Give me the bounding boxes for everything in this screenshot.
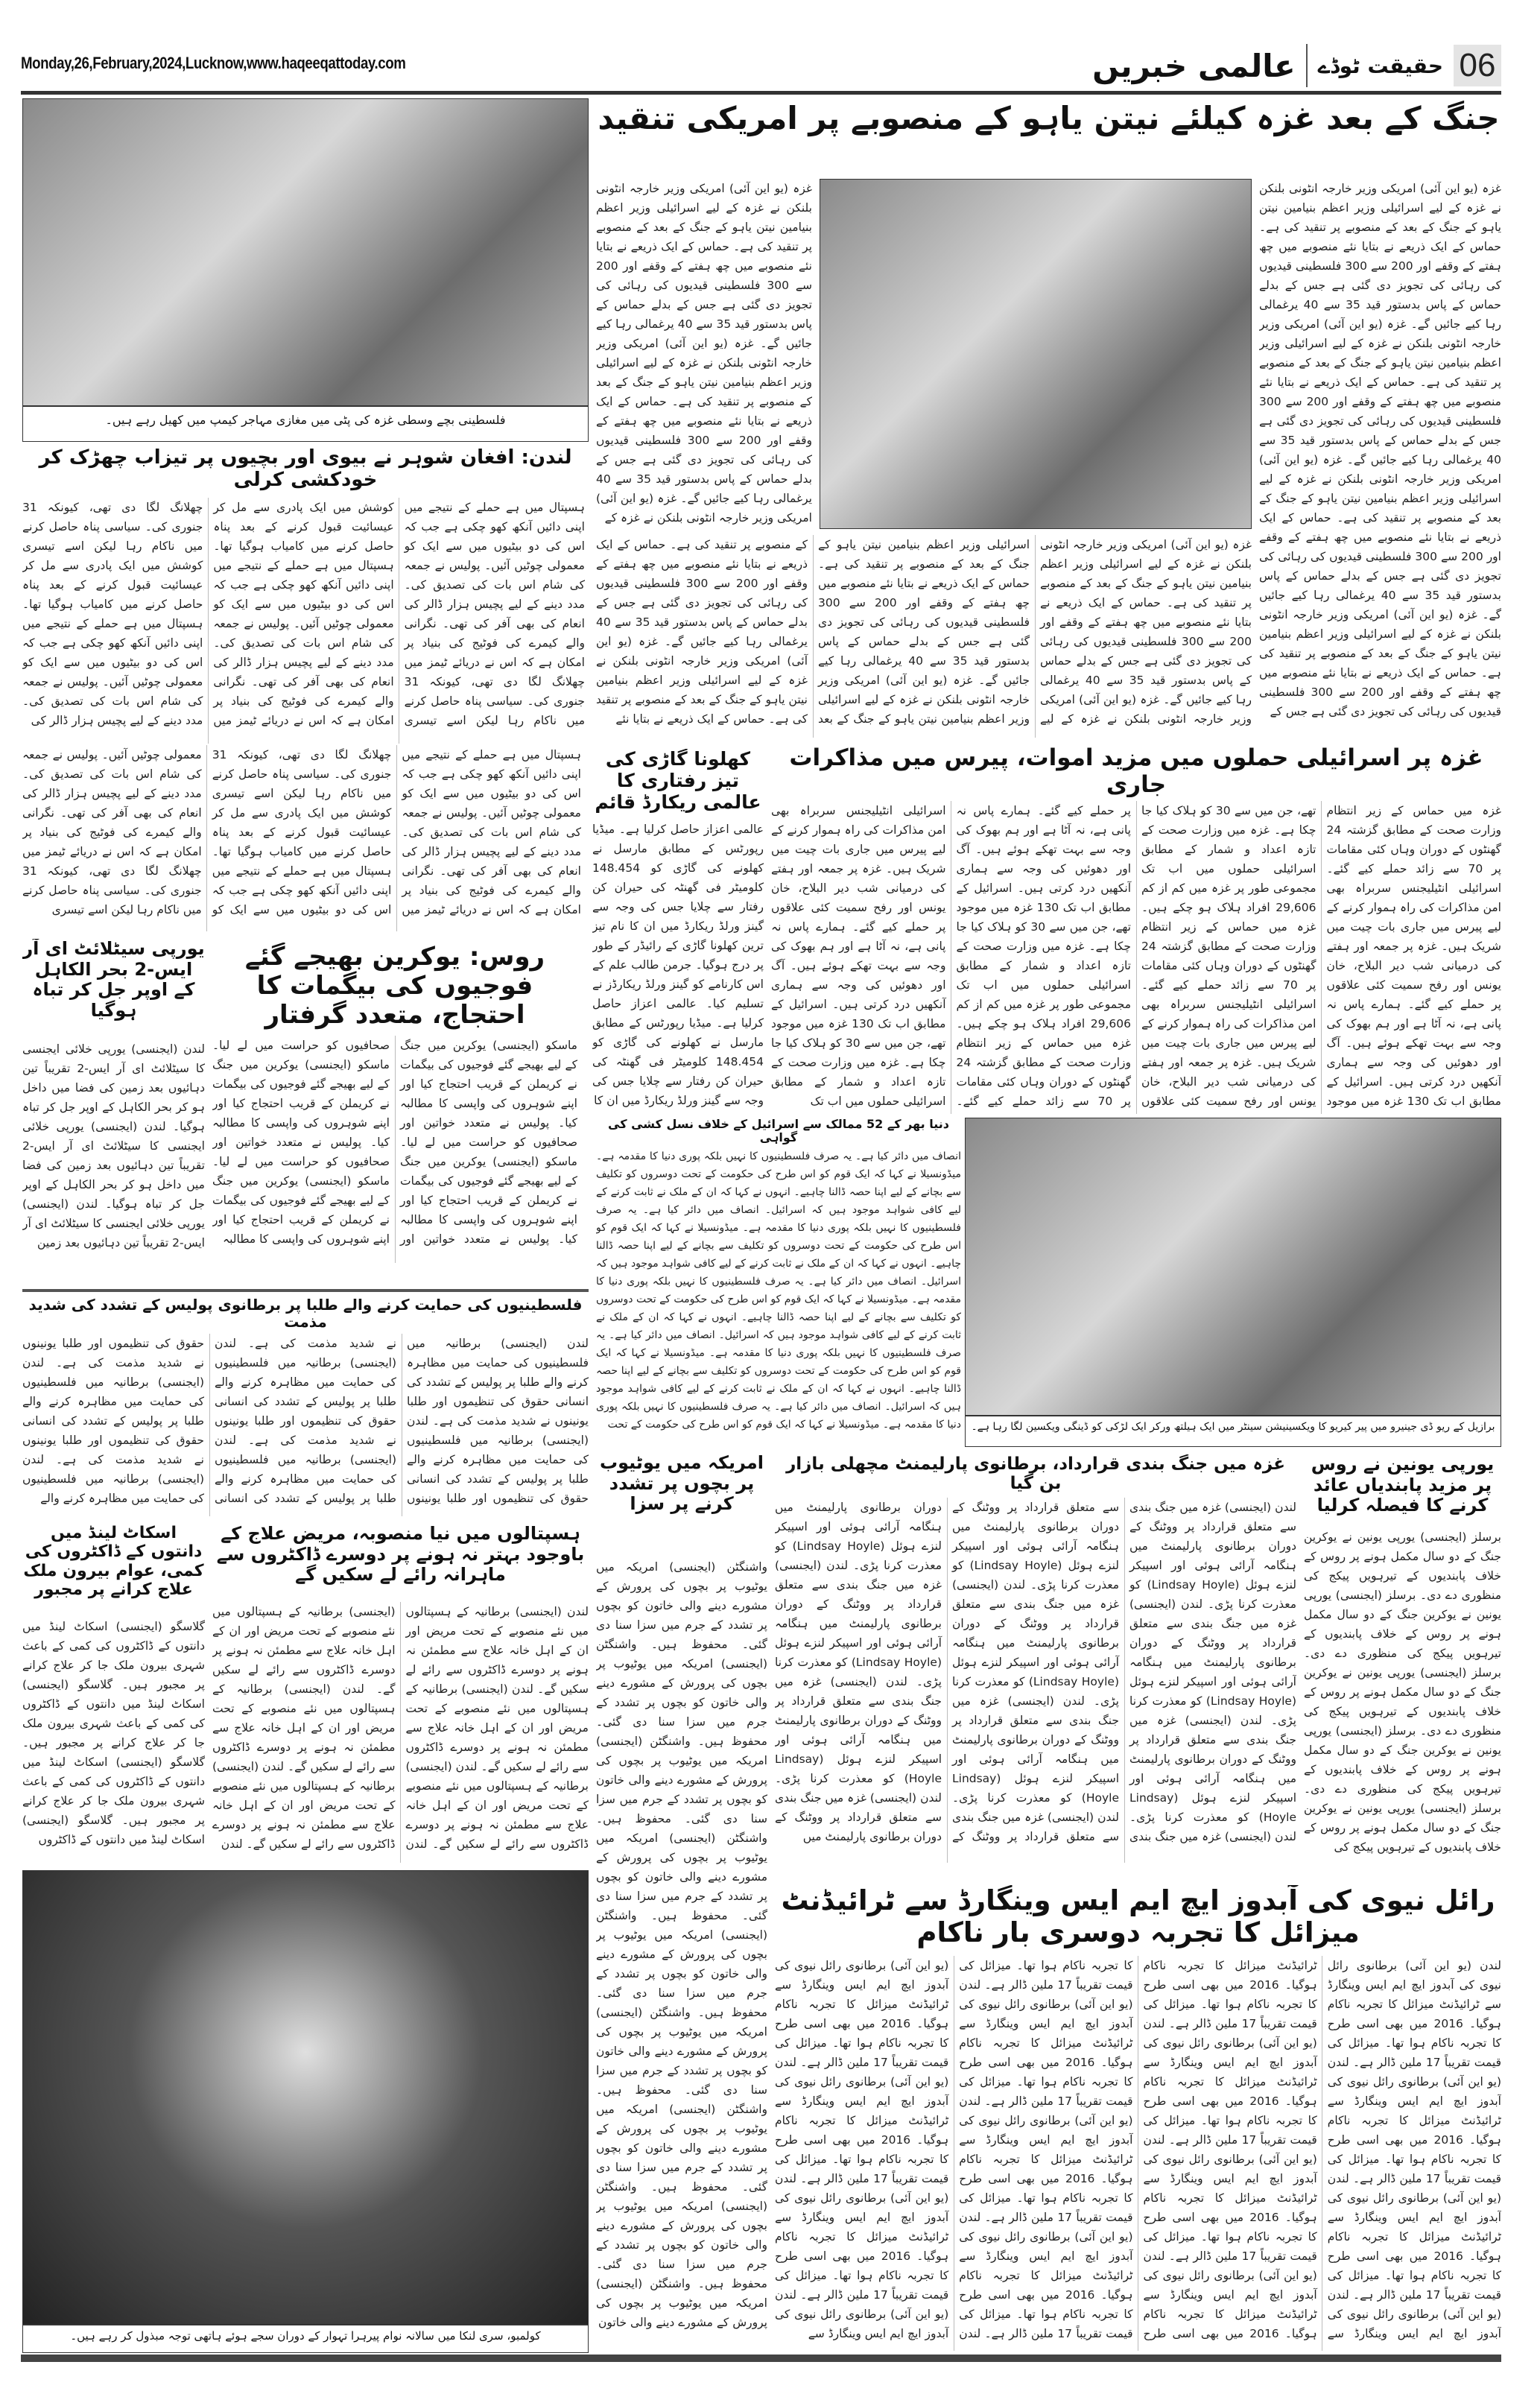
divider: [22, 1289, 589, 1292]
headline-youtube: امریکہ میں یوٹیوب پر بچوں پر تشدد کرنے پر سزا: [599, 1453, 764, 1515]
headline-afghan: لندن: افغان شوہر نے بیوی اور بچیوں پر تیزاب چھڑک کر خودکشی کرلی: [39, 447, 572, 491]
photo-biden-netanyahu: [820, 179, 1252, 529]
article-body: لندن (ایجنسی) برطانیہ کے ہسپتالوں میں نئے منصوبے کے تحت مریض اور ان کے اہل خانہ علاج سے مطمئن نہ ہونے پر دوسرے ڈاکٹروں سے رائے لے سکیں گے۔ لندن (ایجنسی) برطانیہ کے ہسپتالوں میں نئے منصوبے کے تحت مریض اور ان کے اہل خانہ علاج سے مطمئن نہ ہونے پر دوسرے ڈاکٹروں سے رائے لے سکیں گے۔ لندن (ایجنسی) برطانیہ کے ہسپتالوں میں نئے منصوبے کے تحت مریض اور ان کے اہل خانہ علاج سے مطمئن نہ ہونے پر دوسرے ڈاکٹروں سے رائے لے سکیں گے۔ لندن (ایجنسی) برطانیہ کے ہسپتالوں میں نئے منصوبے کے تحت مریض اور ان کے اہل خانہ علاج سے مطمئن نہ ہونے پر دوسرے ڈاکٹروں سے رائے لے سکیں گے۔ لندن (ایجنسی) برطانیہ کے ہسپتالوں میں نئے منصوبے کے تحت مریض اور ان کے اہل خانہ علاج سے مطمئن نہ ہونے پر دوسرے ڈاکٹروں سے رائے لے سکیں گے۔ لندن (ایجنسی) برطانیہ کے ہسپتالوں میں نئے منصوبے کے تحت مریض اور ان کے اہل خانہ علاج سے مطمئن نہ ہونے پر دوسرے ڈاکٹروں سے رائے لے سکیں گے۔ لندن: [212, 1605, 589, 1851]
headline-netanyahu: جنگ کے بعد غزہ کیلئے نیتن یاہو کے منصوبے پر امریکی تنقید: [598, 101, 1500, 136]
article-body: لندن (ایجنسی) برطانیہ میں فلسطینیوں کی حمایت میں مظاہرہ کرنے والے طلبا پر پولیس کے تشدد کی انسانی حقوق کی تنظیموں اور طلبا یونینوں نے شدید مذمت کی ہے۔ لندن (ایجنسی) برطانیہ میں فلسطینیوں کی حمایت میں مظاہرہ کرنے والے طلبا پر پولیس کے تشدد کی انسانی حقوق کی تنظیموں اور طلبا یونینوں نے شدید مذمت کی ہے۔ لندن (ایجنسی) برطانیہ میں فلسطینیوں کی حمایت میں مظاہرہ کرنے والے طلبا پر پولیس کے تشدد کی انسانی حقوق کی تنظیموں اور طلبا یونینوں نے شدید مذمت کی ہے۔ لندن (ایجنسی) برطانیہ میں فلسطینیوں کی حمایت میں مظاہرہ کرنے والے طلبا پر پولیس کے تشدد کی انسانی حقوق کی تنظیموں اور طلبا یونینوں نے شدید مذمت کی ہے۔ لندن (ایجنسی) برطانیہ میں فلسطینیوں کی حمایت میں مظاہرہ کرنے والے طلبا پر پولیس کے تشدد کی انسانی حقوق کی تنظیموں اور طلبا یونینوں نے شدید مذمت کی ہے۔ لندن (ایجنسی) برطانیہ میں فلسطینیوں کی حمایت میں مظاہرہ کرنے والے: [22, 1337, 589, 1505]
article-body: غزہ (یو این آئی) امریکی وزیر خارجہ انٹونی بلنکن نے غزہ کے لیے اسرائیلی وزیر اعظم بنیامین نیتن یاہو کے جنگ کے بعد کے منصوبے پر تنقید کی ہے۔ حماس کے ایک ذریعے نے بتایا نئے منصوبے میں چھ ہفتے کے وقفے اور 200 سے 300 فلسطینی قیدیوں کی رہائی کی تجویز دی گئی ہے جس کے بدلے حماس کے پاس بدستور قید 35 سے 40 یرغمالی رہا کیے جائیں گے۔ غزہ (یو این آئی) امریکی وزیر خارجہ انٹونی بلنکن نے غزہ کے لیے اسرائیلی وزیر اعظم بنیامین نیتن یاہو کے جنگ کے بعد کے منصوبے پر تنقید کی ہے۔ حماس کے ایک ذریعے نے بتایا نئے منصوبے میں چھ ہفتے کے وقفے اور 200 سے 300 فلسطینی قیدیوں کی رہائی کی تجویز دی گئی ہے جس کے بدلے حماس کے پاس بدستور قید 35 سے 40 یرغمالی رہا کیے جائیں گے۔ غزہ (یو این آئی) امریکی وزیر خارجہ انٹونی بلنکن نے غزہ کے لیے اسرائیلی وزیر اعظم بنیامین نیتن یاہو کے جنگ کے بعد کے منصوبے پر تنقید کی ہے۔ حماس کے ایک ذریعے نے بتایا نئے منصوبے میں چھ ہفتے کے وقفے اور 200 سے 300 فلسطینی قیدیوں کی رہائی کی تجویز دی گئی ہے جس کے بدلے حماس کے پاس بدستور قید 35 سے 40 یرغمالی رہا کیے جائیں گے۔ غزہ (یو این آئی) امریکی وزیر خارجہ انٹونی بلنکن نے غزہ کے لیے اسرائیلی وزیر اعظم بنیامین نیتن یاہو کے جنگ کے بعد کے منصوبے پر تنقید کی ہے۔ حماس کے ایک ذریعے نے بتایا نئے منصوبے میں چھ ہفتے کے وقفے اور 200 سے 300 فلسطینی قیدیوں کی رہائی کی تجویز دی گئی ہے جس کے: [1259, 182, 1501, 718]
article-body: واشنگٹن (ایجنسی) امریکہ میں یوٹیوب پر بچوں کی پرورش کے مشورے دینے والی خاتون کو بچوں پر تشدد کے جرم میں سزا سنا دی گئی۔ محفوظ ہیں۔ واشنگٹن (ایجنسی) امریکہ میں یوٹیوب پر بچوں کی پرورش کے مشورے دینے والی خاتون کو بچوں پر تشدد کے جرم میں سزا سنا دی گئی۔ محفوظ ہیں۔ واشنگٹن (ایجنسی) امریکہ میں یوٹیوب پر بچوں کی پرورش کے مشورے دینے والی خاتون کو بچوں پر تشدد کے جرم میں سزا سنا دی گئی۔ محفوظ ہیں۔ واشنگٹن (ایجنسی) امریکہ میں یوٹیوب پر بچوں کی پرورش کے مشورے دینے والی خاتون کو بچوں پر تشدد کے جرم میں سزا سنا دی گئی۔ محفوظ ہیں۔ واشنگٹن (ایجنسی) امریکہ میں یوٹیوب پر بچوں کی پرورش کے مشورے دینے والی خاتون کو بچوں پر تشدد کے جرم میں سزا سنا دی گئی۔ محفوظ ہیں۔ واشنگٹن (ایجنسی) امریکہ میں یوٹیوب پر بچوں کی پرورش کے مشورے دینے والی خاتون کو بچوں پر تشدد کے جرم میں سزا سنا دی گئی۔ محفوظ ہیں۔ واشنگٹن (ایجنسی) امریکہ میں یوٹیوب پر بچوں کی پرورش کے مشورے دینے والی خاتون کو بچوں پر تشدد کے جرم میں سزا سنا دی گئی۔ محفوظ ہیں۔ واشنگٹن (ایجنسی) امریکہ میں یوٹیوب پر بچوں کی پرورش کے مشورے دینے والی خاتون کو بچوں پر تشدد کے جرم میں سزا سنا دی گئی۔ محفوظ ہیں۔ واشنگٹن (ایجنسی) امریکہ میں یوٹیوب پر بچوں کی پرورش کے مشورے دینے والی خاتون: [596, 1560, 767, 2329]
article-body: ماسکو (ایجنسی) یوکرین میں جنگ کے لیے بھیجے گئے فوجیوں کی بیگمات نے کریملن کے قریب احتجاج کیا اور اپنے شوہروں کی واپسی کا مطالبہ کیا۔ پولیس نے متعدد خواتین اور صحافیوں کو حراست میں لے لیا۔ ماسکو (ایجنسی) یوکرین میں جنگ کے لیے بھیجے گئے فوجیوں کی بیگمات نے کریملن کے قریب احتجاج کیا اور اپنے شوہروں کی واپسی کا مطالبہ کیا۔ پولیس نے متعدد خواتین اور صحافیوں کو حراست میں لے لیا۔ ماسکو (ایجنسی) یوکرین میں جنگ کے لیے بھیجے گئے فوجیوں کی بیگمات نے کریملن کے قریب احتجاج کیا اور اپنے شوہروں کی واپسی کا مطالبہ کیا۔ پولیس نے متعدد خواتین اور صحافیوں کو حراست میں لے لیا۔ ماسکو (ایجنسی) یوکرین میں جنگ کے لیے بھیجے گئے فوجیوں کی بیگمات نے کریملن کے قریب احتجاج کیا اور اپنے شوہروں کی واپسی کا مطالبہ: [212, 1039, 577, 1246]
article-body: عالمی اعزاز حاصل کرلیا ہے۔ میڈیا رپورٹس کے مطابق مارسل نے کھلونے کی گاڑی کو 148.454 کلومیٹر فی گھنٹہ کی حیران کن رفتار سے چلایا جس کی وجہ سے گینز ورلڈ ریکارڈ میں ان کا نام تیز ترین کھلونا گاڑی کے رائیڈر کے طور پر درج ہوگیا۔ جرمن طالب علم کے اس کارنامے کو گینز ورلڈ ریکارڈز نے تسلیم کیا۔ عالمی اعزاز حاصل کرلیا ہے۔ میڈیا رپورٹس کے مطابق مارسل نے کھلونے کی گاڑی کو 148.454 کلومیٹر فی گھنٹہ کی حیران کن رفتار سے چلایا جس کی وجہ سے گینز ورلڈ ریکارڈ میں ان کا: [592, 823, 764, 1107]
headline-scotland: اسکاٹ لینڈ میں دانتوں کے ڈاکٹروں کی کمی، عوام بیرون ملک علاج کرانے پر مجبور: [23, 1524, 204, 1599]
article-body: برسلز (ایجنسی) یورپی یونین نے یوکرین جنگ کے دو سال مکمل ہونے پر روس کے خلاف پابندیوں کے تیرہویں پیکج کی منظوری دے دی۔ برسلز (ایجنسی) یورپی یونین نے یوکرین جنگ کے دو سال مکمل ہونے پر روس کے خلاف پابندیوں کے تیرہویں پیکج کی منظوری دے دی۔ برسلز (ایجنسی) یورپی یونین نے یوکرین جنگ کے دو سال مکمل ہونے پر روس کے خلاف پابندیوں کے تیرہویں پیکج کی منظوری دے دی۔ برسلز (ایجنسی) یورپی یونین نے یوکرین جنگ کے دو سال مکمل ہونے پر روس کے خلاف پابندیوں کے تیرہویں پیکج کی منظوری دے دی۔ برسلز (ایجنسی) یورپی یونین نے یوکرین جنگ کے دو سال مکمل ہونے پر روس کے خلاف پابندیوں کے تیرہویں پیکج کی: [1304, 1530, 1501, 1854]
headline-navy: رائل نیوی کی آبدوز ایچ ایم ایس وینگارڈ سے ٹرائیڈنٹ میزائل کا تجربہ دوسری بار ناکام: [781, 1885, 1495, 1948]
photo-caption: فلسطینی بچے وسطی غزہ کی پٹی میں مغازی مہاجر کیمپ میں کھیل رہے ہیں۔: [22, 406, 589, 442]
article-body: ہسپتال میں ہے حملے کے نتیجے میں اپنی دائیں آنکھ کھو چکی ہے جب کہ اس کی دو بیٹیوں میں سے ایک کو معمولی چوٹیں آئیں۔ پولیس نے جمعہ کی شام اس بات کی تصدیق کی۔ مدد دینے کے لیے پچیس ہزار ڈالر کی انعام کی بھی آفر کی تھی۔ نگرانی والے کیمرے کی فوٹیج کی بنیاد پر امکان ہے کہ اس نے دریائے ٹیمز میں چھلانگ لگا دی تھی، کیونکہ 31 جنوری کی۔ سیاسی پناہ حاصل کرنے میں ناکام رہا لیکن اسے تیسری کوشش میں ایک پادری سے مل کر عیسائیت قبول کرنے کے بعد پناہ حاصل کرنے میں کامیاب ہوگیا تھا۔ ہسپتال میں ہے حملے کے نتیجے میں اپنی دائیں آنکھ کھو چکی ہے جب کہ اس کی دو بیٹیوں میں سے ایک کو معمولی چوٹیں آئیں۔ پولیس نے جمعہ کی شام اس بات کی تصدیق کی۔ مدد دینے کے لیے پچیس ہزار ڈالر کی انعام کی بھی آفر کی تھی۔ نگرانی والے کیمرے کی فوٹیج کی بنیاد پر امکان ہے کہ اس نے دریائے ٹیمز میں چھلانگ لگا دی تھی، کیونکہ 31 جنوری کی۔ سیاسی پناہ حاصل کرنے میں ناکام رہا لیکن اسے تیسری: [22, 748, 581, 916]
article-body: لندن (یو این آئی) برطانوی رائل نیوی کی آبدوز ایچ ایم ایس وینگارڈ سے ٹرائیڈنٹ میزائل کا تجربہ ناکام ہوگیا۔ 2016 میں بھی اسی طرح کا تجربہ ناکام ہوا تھا۔ میزائل کی قیمت تقریباً 17 ملین ڈالر ہے۔ لندن (یو این آئی) برطانوی رائل نیوی کی آبدوز ایچ ایم ایس وینگارڈ سے ٹرائیڈنٹ میزائل کا تجربہ ناکام ہوگیا۔ 2016 میں بھی اسی طرح کا تجربہ ناکام ہوا تھا۔ میزائل کی قیمت تقریباً 17 ملین ڈالر ہے۔ لندن (یو این آئی) برطانوی رائل نیوی کی آبدوز ایچ ایم ایس وینگارڈ سے ٹرائیڈنٹ میزائل کا تجربہ ناکام ہوگیا۔ 2016 میں بھی اسی طرح کا تجربہ ناکام ہوا تھا۔ میزائل کی قیمت تقریباً 17 ملین ڈالر ہے۔ لندن (یو این آئی) برطانوی رائل نیوی کی آبدوز ایچ ایم ایس وینگارڈ سے ٹرائیڈنٹ میزائل کا تجربہ ناکام ہوگیا۔ 2016 میں بھی اسی طرح کا تجربہ ناکام ہوا تھا۔ میزائل کی قیمت تقریباً 17 ملین ڈالر ہے۔ لندن (یو این آئی) برطانوی رائل نیوی کی آبدوز ایچ ایم ایس وینگارڈ سے ٹرائیڈنٹ میزائل کا تجربہ ناکام ہوگیا۔ 2016 میں بھی اسی طرح کا تجربہ ناکام ہوا تھا۔ میزائل کی قیمت تقریباً 17 ملین ڈالر ہے۔ لندن (یو این آئی) برطانوی رائل نیوی کی آبدوز ایچ ایم ایس وینگارڈ سے ٹرائیڈنٹ میزائل کا تجربہ ناکام ہوگیا۔ 2016 میں بھی اسی طرح کا تجربہ ناکام ہوا تھا۔ میزائل کی قیمت تقریباً 17 ملین ڈالر ہے۔ لندن (یو این آئی) برطانوی رائل نیوی کی آبدوز ایچ ایم ایس وینگارڈ سے ٹرائیڈنٹ میزائل کا تجربہ ناکام ہوگیا۔ 2016 میں بھی اسی طرح کا تجربہ ناکام ہوا تھا۔ میزائل کی قیمت تقریباً 17 ملین ڈالر ہے۔ لندن (یو این آئی) برطانوی رائل نیوی کی آبدوز ایچ ایم ایس وینگارڈ سے ٹرائیڈنٹ میزائل کا تجربہ ناکام ہوگیا۔ 2016 میں بھی اسی طرح کا تجربہ ناکام ہوا تھا۔ میزائل کی قیمت تقریباً 17 ملین ڈالر ہے۔ لندن (یو این آئی) برطانوی رائل نیوی کی آبدوز ایچ ایم ایس وینگارڈ سے ٹرائیڈنٹ میزائل کا تجربہ ناکام ہوگیا۔ 2016 میں بھی اسی طرح کا تجربہ ناکام ہوا تھا۔ میزائل کی قیمت تقریباً 17 ملین ڈالر ہے۔ لندن (یو این آئی) برطانوی رائل نیوی کی آبدوز ایچ ایم ایس وینگارڈ سے ٹرائیڈنٹ میزائل کا تجربہ ناکام ہوگیا۔ 2016 میں بھی اسی طرح کا تجربہ ناکام ہوا تھا۔ میزائل کی قیمت تقریباً 17 ملین ڈالر ہے۔ لندن (یو این آئی) برطانوی رائل نیوی کی آبدوز ایچ ایم ایس وینگارڈ سے ٹرائیڈنٹ میزائل کا تجربہ ناکام ہوگیا۔ 2016 میں بھی اسی طرح کا تجربہ ناکام ہوا تھا۔ میزائل کی قیمت تقریباً 17 ملین ڈالر ہے۔ لندن (یو این آئی) برطانوی رائل نیوی کی آبدوز ایچ ایم ایس وینگارڈ سے ٹرائیڈنٹ میزائل کا تجربہ ناکام ہوگیا۔ 2016 میں بھی اسی طرح کا تجربہ ناکام ہوا تھا۔ میزائل کی قیمت تقریباً 17 ملین ڈالر ہے۔ لندن (یو این آئی) برطانوی رائل نیوی کی آبدوز ایچ ایم ایس وینگارڈ سے ٹرائیڈنٹ میزائل کا تجربہ ناکام ہوگیا۔ 2016 میں بھی اسی طرح کا تجربہ ناکام ہوا تھا۔ میزائل کی قیمت تقریباً 17 ملین ڈالر ہے۔ لندن (یو این آئی) برطانوی رائل نیوی کی آبدوز ایچ ایم ایس وینگارڈ سے: [775, 1959, 1501, 2340]
article-body: لندن (ایجنسی) غزہ میں جنگ بندی سے متعلق قرارداد پر ووٹنگ کے دوران برطانوی پارلیمنٹ میں ہنگامہ آرائی ہوئی اور اسپیکر لنزے ہوئل (Lindsay Hoyle) کو معذرت کرنا پڑی۔ لندن (ایجنسی) غزہ میں جنگ بندی سے متعلق قرارداد پر ووٹنگ کے دوران برطانوی پارلیمنٹ میں ہنگامہ آرائی ہوئی اور اسپیکر لنزے ہوئل (Lindsay Hoyle) کو معذرت کرنا پڑی۔ لندن (ایجنسی) غزہ میں جنگ بندی سے متعلق قرارداد پر ووٹنگ کے دوران برطانوی پارلیمنٹ میں ہنگامہ آرائی ہوئی اور اسپیکر لنزے ہوئل (Lindsay Hoyle) کو معذرت کرنا پڑی۔ لندن (ایجنسی) غزہ میں جنگ بندی سے متعلق قرارداد پر ووٹنگ کے دوران برطانوی پارلیمنٹ میں ہنگامہ آرائی ہوئی اور اسپیکر لنزے ہوئل (Lindsay Hoyle) کو معذرت کرنا پڑی۔ لندن (ایجنسی) غزہ میں جنگ بندی سے متعلق قرارداد پر ووٹنگ کے دوران برطانوی پارلیمنٹ میں ہنگامہ آرائی ہوئی اور اسپیکر لنزے ہوئل (Lindsay Hoyle) کو معذرت کرنا پڑی۔ لندن (ایجنسی) غزہ میں جنگ بندی سے متعلق قرارداد پر ووٹنگ کے دوران برطانوی پارلیمنٹ میں ہنگامہ آرائی ہوئی اور اسپیکر لنزے ہوئل (Lindsay Hoyle) کو معذرت کرنا پڑی۔ لندن (ایجنسی) غزہ میں جنگ بندی سے متعلق قرارداد پر ووٹنگ کے دوران برطانوی پارلیمنٹ میں ہنگامہ آرائی ہوئی اور اسپیکر لنزے ہوئل (Lindsay Hoyle) کو معذرت کرنا پڑی۔ لندن (ایجنسی) غزہ میں جنگ بندی سے متعلق قرارداد پر ووٹنگ کے دوران برطانوی پارلیمنٹ میں ہنگامہ آرائی ہوئی اور اسپیکر لنزے ہوئل (Lindsay Hoyle) کو معذرت کرنا پڑی۔ لندن (ایجنسی) غزہ میں جنگ بندی سے متعلق قرارداد پر ووٹنگ کے دوران برطانوی پارلیمنٹ میں ہنگامہ آرائی ہوئی اور اسپیکر لنزے ہوئل (Lindsay Hoyle) کو معذرت کرنا پڑی۔ لندن (ایجنسی) غزہ میں جنگ بندی سے متعلق قرارداد پر ووٹنگ کے دوران برطانوی پارلیمنٹ میں: [775, 1501, 1296, 1843]
headline-gaza: غزہ پر اسرائیلی حملوں میں مزید اموات، پیرس میں مذاکرات جاری: [789, 745, 1483, 797]
article-body: غزہ (یو این آئی) امریکی وزیر خارجہ انٹونی بلنکن نے غزہ کے لیے اسرائیلی وزیر اعظم بنیامین نیتن یاہو کے جنگ کے بعد کے منصوبے پر تنقید کی ہے۔ حماس کے ایک ذریعے نے بتایا نئے منصوبے میں چھ ہفتے کے وقفے اور 200 سے 300 فلسطینی قیدیوں کی رہائی کی تجویز دی گئی ہے جس کے بدلے حماس کے پاس بدستور قید 35 سے 40 یرغمالی رہا کیے جائیں گے۔ غزہ (یو این آئی) امریکی وزیر خارجہ انٹونی بلنکن نے غزہ کے لیے اسرائیلی وزیر اعظم بنیامین نیتن یاہو کے جنگ کے بعد کے منصوبے پر تنقید کی ہے۔ حماس کے ایک ذریعے نے بتایا نئے منصوبے میں چھ ہفتے کے وقفے اور 200 سے 300 فلسطینی قیدیوں کی رہائی کی تجویز دی گئی ہے جس کے بدلے حماس کے پاس بدستور قید 35 سے 40 یرغمالی رہا کیے جائیں گے۔ غزہ (یو این آئی) امریکی وزیر خارجہ انٹونی بلنکن نے غزہ کے: [596, 182, 812, 525]
headline-russia: روس: یوکرین بھیجے گئے فوجیوں کی بیگمات کا احتجاج، متعدد گرفتار: [244, 943, 545, 1030]
photo-children-playing: [22, 98, 589, 406]
headline-satellite: یورپی سیٹلائٹ ای آر ایس-2 بحر الکاہل کے اوپر جل کر تباہ ہوگیا: [22, 939, 205, 1021]
article-body: گلاسگو (ایجنسی) اسکاٹ لینڈ میں دانتوں کے ڈاکٹروں کی کمی کے باعث شہری بیرون ملک جا کر علاج کرانے پر مجبور ہیں۔ گلاسگو (ایجنسی) اسکاٹ لینڈ میں دانتوں کے ڈاکٹروں کی کمی کے باعث شہری بیرون ملک جا کر علاج کرانے پر مجبور ہیں۔ گلاسگو (ایجنسی) اسکاٹ لینڈ میں دانتوں کے ڈاکٹروں کی کمی کے باعث شہری بیرون ملک جا کر علاج کرانے پر مجبور ہیں۔ گلاسگو (ایجنسی) اسکاٹ لینڈ میں دانتوں کے ڈاکٹروں: [22, 1620, 205, 1846]
photo-dengue-vaccine: [965, 1118, 1501, 1416]
headline-genocide: دنیا بھر کے 52 ممالک سے اسرائیل کے خلاف نسل کشی کی گواہی: [608, 1118, 949, 1144]
article-body: ہسپتال میں ہے حملے کے نتیجے میں اپنی دائیں آنکھ کھو چکی ہے جب کہ اس کی دو بیٹیوں میں سے ایک کو معمولی چوٹیں آئیں۔ پولیس نے جمعہ کی شام اس بات کی تصدیق کی۔ مدد دینے کے لیے پچیس ہزار ڈالر کی انعام کی بھی آفر کی تھی۔ نگرانی والے کیمرے کی فوٹیج کی بنیاد پر امکان ہے کہ اس نے دریائے ٹیمز میں چھلانگ لگا دی تھی، کیونکہ 31 جنوری کی۔ سیاسی پناہ حاصل کرنے میں ناکام رہا لیکن اسے تیسری کوشش میں ایک پادری سے مل کر عیسائیت قبول کرنے کے بعد پناہ حاصل کرنے میں کامیاب ہوگیا تھا۔ ہسپتال میں ہے حملے کے نتیجے میں اپنی دائیں آنکھ کھو چکی ہے جب کہ اس کی دو بیٹیوں میں سے ایک کو معمولی چوٹیں آئیں۔ پولیس نے جمعہ کی شام اس بات کی تصدیق کی۔ مدد دینے کے لیے پچیس ہزار ڈالر کی انعام کی بھی آفر کی تھی۔ نگرانی والے کیمرے کی فوٹیج کی بنیاد پر امکان ہے کہ اس نے دریائے ٹیمز میں چھلانگ لگا دی تھی، کیونکہ 31 جنوری کی۔ سیاسی پناہ حاصل کرنے میں ناکام رہا لیکن اسے تیسری کوشش میں ایک پادری سے مل کر عیسائیت قبول کرنے کے بعد پناہ حاصل کرنے میں کامیاب ہوگیا تھا۔ ہسپتال میں ہے حملے کے نتیجے میں اپنی دائیں آنکھ کھو چکی ہے جب کہ اس کی دو بیٹیوں میں سے ایک کو معمولی چوٹیں آئیں۔ پولیس نے جمعہ کی شام اس بات کی تصدیق کی۔ مدد دینے کے لیے پچیس ہزار ڈالر کی: [22, 501, 585, 727]
photo-elephants-festival: [22, 1870, 589, 2325]
masthead: [1092, 43, 1501, 88]
header-rule: [21, 91, 1501, 95]
header-divider: [1306, 44, 1308, 87]
headline-ceasefire: غزہ میں جنگ بندی قرارداد، برطانوی پارلیمنٹ مچھلی بازار بن گیا: [786, 1454, 1285, 1494]
page-number: 06: [1454, 45, 1501, 86]
article-body: لندن (ایجنسی) یورپی خلائی ایجنسی کا سیٹلائٹ ای آر ایس-2 تقریباً تین دہائیوں بعد زمین کی فضا میں داخل ہو کر بحر الکاہل کے اوپر جل کر تباہ ہوگیا۔ لندن (ایجنسی) یورپی خلائی ایجنسی کا سیٹلائٹ ای آر ایس-2 تقریباً تین دہائیوں بعد زمین کی فضا میں داخل ہو کر بحر الکاہل کے اوپر جل کر تباہ ہوگیا۔ لندن (ایجنسی) یورپی خلائی ایجنسی کا سیٹلائٹ ای آر ایس-2 تقریباً تین دہائیوں بعد زمین: [22, 1042, 205, 1250]
headline-toycar: کھلونا گاڑی کی تیز رفتاری کا عالمی ریکارڈ قائم: [595, 749, 761, 813]
headline-eu: یورپی یونین نے روس پر مزید پابندیاں عائد کرنے کا فیصلہ کرلیا: [1311, 1454, 1495, 1516]
headline-students: فلسطینیوں کی حمایت کرنے والے طلبا پر برطانوی پولیس کے تشدد کی شدید مذمت: [28, 1296, 583, 1330]
article-body: غزہ (یو این آئی) امریکی وزیر خارجہ انٹونی بلنکن نے غزہ کے لیے اسرائیلی وزیر اعظم بنیامین نیتن یاہو کے جنگ کے بعد کے منصوبے پر تنقید کی ہے۔ حماس کے ایک ذریعے نے بتایا نئے منصوبے میں چھ ہفتے کے وقفے اور 200 سے 300 فلسطینی قیدیوں کی رہائی کی تجویز دی گئی ہے جس کے بدلے حماس کے پاس بدستور قید 35 سے 40 یرغمالی رہا کیے جائیں گے۔ غزہ (یو این آئی) امریکی وزیر خارجہ انٹونی بلنکن نے غزہ کے لیے اسرائیلی وزیر اعظم بنیامین نیتن یاہو کے جنگ کے بعد کے منصوبے پر تنقید کی ہے۔ حماس کے ایک ذریعے نے بتایا نئے منصوبے میں چھ ہفتے کے وقفے اور 200 سے 300 فلسطینی قیدیوں کی رہائی کی تجویز دی گئی ہے جس کے بدلے حماس کے پاس بدستور قید 35 سے 40 یرغمالی رہا کیے جائیں گے۔ غزہ (یو این آئی) امریکی وزیر خارجہ انٹونی بلنکن نے غزہ کے لیے اسرائیلی وزیر اعظم بنیامین نیتن یاہو کے جنگ کے بعد کے منصوبے پر تنقید کی ہے۔ حماس کے ایک ذریعے نے بتایا نئے منصوبے میں چھ ہفتے کے وقفے اور 200 سے 300 فلسطینی قیدیوں کی رہائی کی تجویز دی گئی ہے جس کے بدلے حماس کے پاس بدستور قید 35 سے 40 یرغمالی رہا کیے جائیں گے۔ غزہ (یو این آئی) امریکی وزیر خارجہ انٹونی بلنکن نے غزہ کے لیے اسرائیلی وزیر اعظم بنیامین نیتن یاہو کے جنگ کے بعد کے منصوبے پر تنقید کی ہے۔ حماس کے ایک ذریعے نے بتایا نئے: [596, 538, 1252, 726]
photo-caption: برازیل کے ریو ڈی جینیرو میں پیر کیریو کا ویکسینیشن سینٹر میں ایک ہیلتھ ورکر ایک لڑکی کو ڈینگی ویکسین لگا رہا ہے۔: [965, 1416, 1501, 1447]
section-title: عالمی خبریں: [1092, 47, 1296, 84]
date-line: Monday,26,February,2024,Lucknow,www.haqeeqattoday.com: [21, 54, 406, 72]
article-body: غزہ میں حماس کے زیر انتظام وزارت صحت کے مطابق گزشتہ 24 گھنٹوں کے دوران وہاں کئی مقامات پر 70 سے زائد حملے کیے گئے۔ اسرائیلی انٹیلیجنس سربراہ بھی امن مذاکرات کی راہ ہموار کرنے کے لیے پیرس میں جاری بات چیت میں شریک ہیں۔ غزہ پر جمعہ اور ہفتے کی درمیانی شب دیر البلاح، خان یونس اور رفح سمیت کئی علاقوں پر حملے کیے گئے۔ ہمارے پاس نہ پانی ہے، نہ آٹا ہے اور ہم بھوک کی وجہ سے بہت تھکے ہوئے ہیں۔ آگ اور دھوئیں کی وجہ سے ہماری آنکھیں درد کرتی ہیں۔ اسرائیل کے مطابق اب تک 130 غزہ میں موجود تھے، جن میں سے 30 کو ہلاک کیا جا چکا ہے۔ غزہ میں وزارت صحت کے تازہ اعداد و شمار کے مطابق اسرائیلی حملوں میں اب تک مجموعی طور پر غزہ میں کم از کم 29,606 افراد ہلاک ہو چکے ہیں۔ غزہ میں حماس کے زیر انتظام وزارت صحت کے مطابق گزشتہ 24 گھنٹوں کے دوران وہاں کئی مقامات پر 70 سے زائد حملے کیے گئے۔ اسرائیلی انٹیلیجنس سربراہ بھی امن مذاکرات کی راہ ہموار کرنے کے لیے پیرس میں جاری بات چیت میں شریک ہیں۔ غزہ پر جمعہ اور ہفتے کی درمیانی شب دیر البلاح، خان یونس اور رفح سمیت کئی علاقوں پر حملے کیے گئے۔ ہمارے پاس نہ پانی ہے، نہ آٹا ہے اور ہم بھوک کی وجہ سے بہت تھکے ہوئے ہیں۔ آگ اور دھوئیں کی وجہ سے ہماری آنکھیں درد کرتی ہیں۔ اسرائیل کے مطابق اب تک 130 غزہ میں موجود تھے، جن میں سے 30 کو ہلاک کیا جا چکا ہے۔ غزہ میں وزارت صحت کے تازہ اعداد و شمار کے مطابق اسرائیلی حملوں میں اب تک مجموعی طور پر غزہ میں کم از کم 29,606 افراد ہلاک ہو چکے ہیں۔ غزہ میں حماس کے زیر انتظام وزارت صحت کے مطابق گزشتہ 24 گھنٹوں کے دوران وہاں کئی مقامات پر 70 سے زائد حملے کیے گئے۔ اسرائیلی انٹیلیجنس سربراہ بھی امن مذاکرات کی راہ ہموار کرنے کے لیے پیرس میں جاری بات چیت میں شریک ہیں۔ غزہ پر جمعہ اور ہفتے کی درمیانی شب دیر البلاح، خان یونس اور رفح سمیت کئی علاقوں پر حملے کیے گئے۔ ہمارے پاس نہ پانی ہے، نہ آٹا ہے اور ہم بھوک کی وجہ سے بہت تھکے ہوئے ہیں۔ آگ اور دھوئیں کی وجہ سے ہماری آنکھیں درد کرتی ہیں۔ اسرائیل کے مطابق اب تک 130 غزہ میں موجود تھے، جن میں سے 30 کو ہلاک کیا جا چکا ہے۔ غزہ میں وزارت صحت کے تازہ اعداد و شمار کے مطابق اسرائیلی حملوں میں اب تک: [771, 804, 1501, 1108]
footer-rule: [21, 2355, 1501, 2362]
newspaper-logo: حقیقت ٹوڈے: [1317, 53, 1443, 78]
photo-caption: کولمبو، سری لنکا میں سالانہ نوام پیرہرا تہوار کے دوران سجے ہوئے ہاتھی توجہ مبذول کر رہے ہیں۔: [22, 2325, 589, 2353]
headline-hospitals: ہسپتالوں میں نیا منصوبہ، مریض علاج کے باوجود بہتر نہ ہونے پر دوسرے ڈاکٹروں سے ماہرانہ رائے لے سکیں گے: [216, 1524, 585, 1586]
article-body: انصاف میں دائر کیا ہے۔ یہ صرف فلسطینیوں کا نہیں بلکہ پوری دنیا کا مقدمہ ہے۔ میڈونسیلا نے کہا کہ ایک قوم کو اس طرح کی حکومت کے تحت دوسروں کو تکلیف سے بچانے کے لیے اپنا حصہ ڈالنا چاہیے۔ انہوں نے کہا کہ ان کے ملک نے ثابت کرنے کے لیے کافی شواہد موجود ہیں کہ اسرائیل۔ انصاف میں دائر کیا ہے۔ یہ صرف فلسطینیوں کا نہیں بلکہ پوری دنیا کا مقدمہ ہے۔ میڈونسیلا نے کہا کہ ایک قوم کو اس طرح کی حکومت کے تحت دوسروں کو تکلیف سے بچانے کے لیے اپنا حصہ ڈالنا چاہیے۔ انہوں نے کہا کہ ان کے ملک نے ثابت کرنے کے لیے کافی شواہد موجود ہیں کہ اسرائیل۔ انصاف میں دائر کیا ہے۔ یہ صرف فلسطینیوں کا نہیں بلکہ پوری دنیا کا مقدمہ ہے۔ میڈونسیلا نے کہا کہ ایک قوم کو اس طرح کی حکومت کے تحت دوسروں کو تکلیف سے بچانے کے لیے اپنا حصہ ڈالنا چاہیے۔ انہوں نے کہا کہ ان کے ملک نے ثابت کرنے کے لیے کافی شواہد موجود ہیں کہ اسرائیل۔ انصاف میں دائر کیا ہے۔ یہ صرف فلسطینیوں کا نہیں بلکہ پوری دنیا کا مقدمہ ہے۔ میڈونسیلا نے کہا کہ ایک قوم کو اس طرح کی حکومت کے تحت دوسروں کو تکلیف سے بچانے کے لیے اپنا حصہ ڈالنا چاہیے۔ انہوں نے کہا کہ ان کے ملک نے ثابت کرنے کے لیے کافی شواہد موجود ہیں کہ اسرائیل۔ انصاف میں دائر کیا ہے۔ یہ صرف فلسطینیوں کا نہیں بلکہ پوری دنیا کا مقدمہ ہے۔ میڈونسیلا نے کہا کہ ایک قوم کو اس طرح کی حکومت کے تحت: [596, 1150, 961, 1431]
